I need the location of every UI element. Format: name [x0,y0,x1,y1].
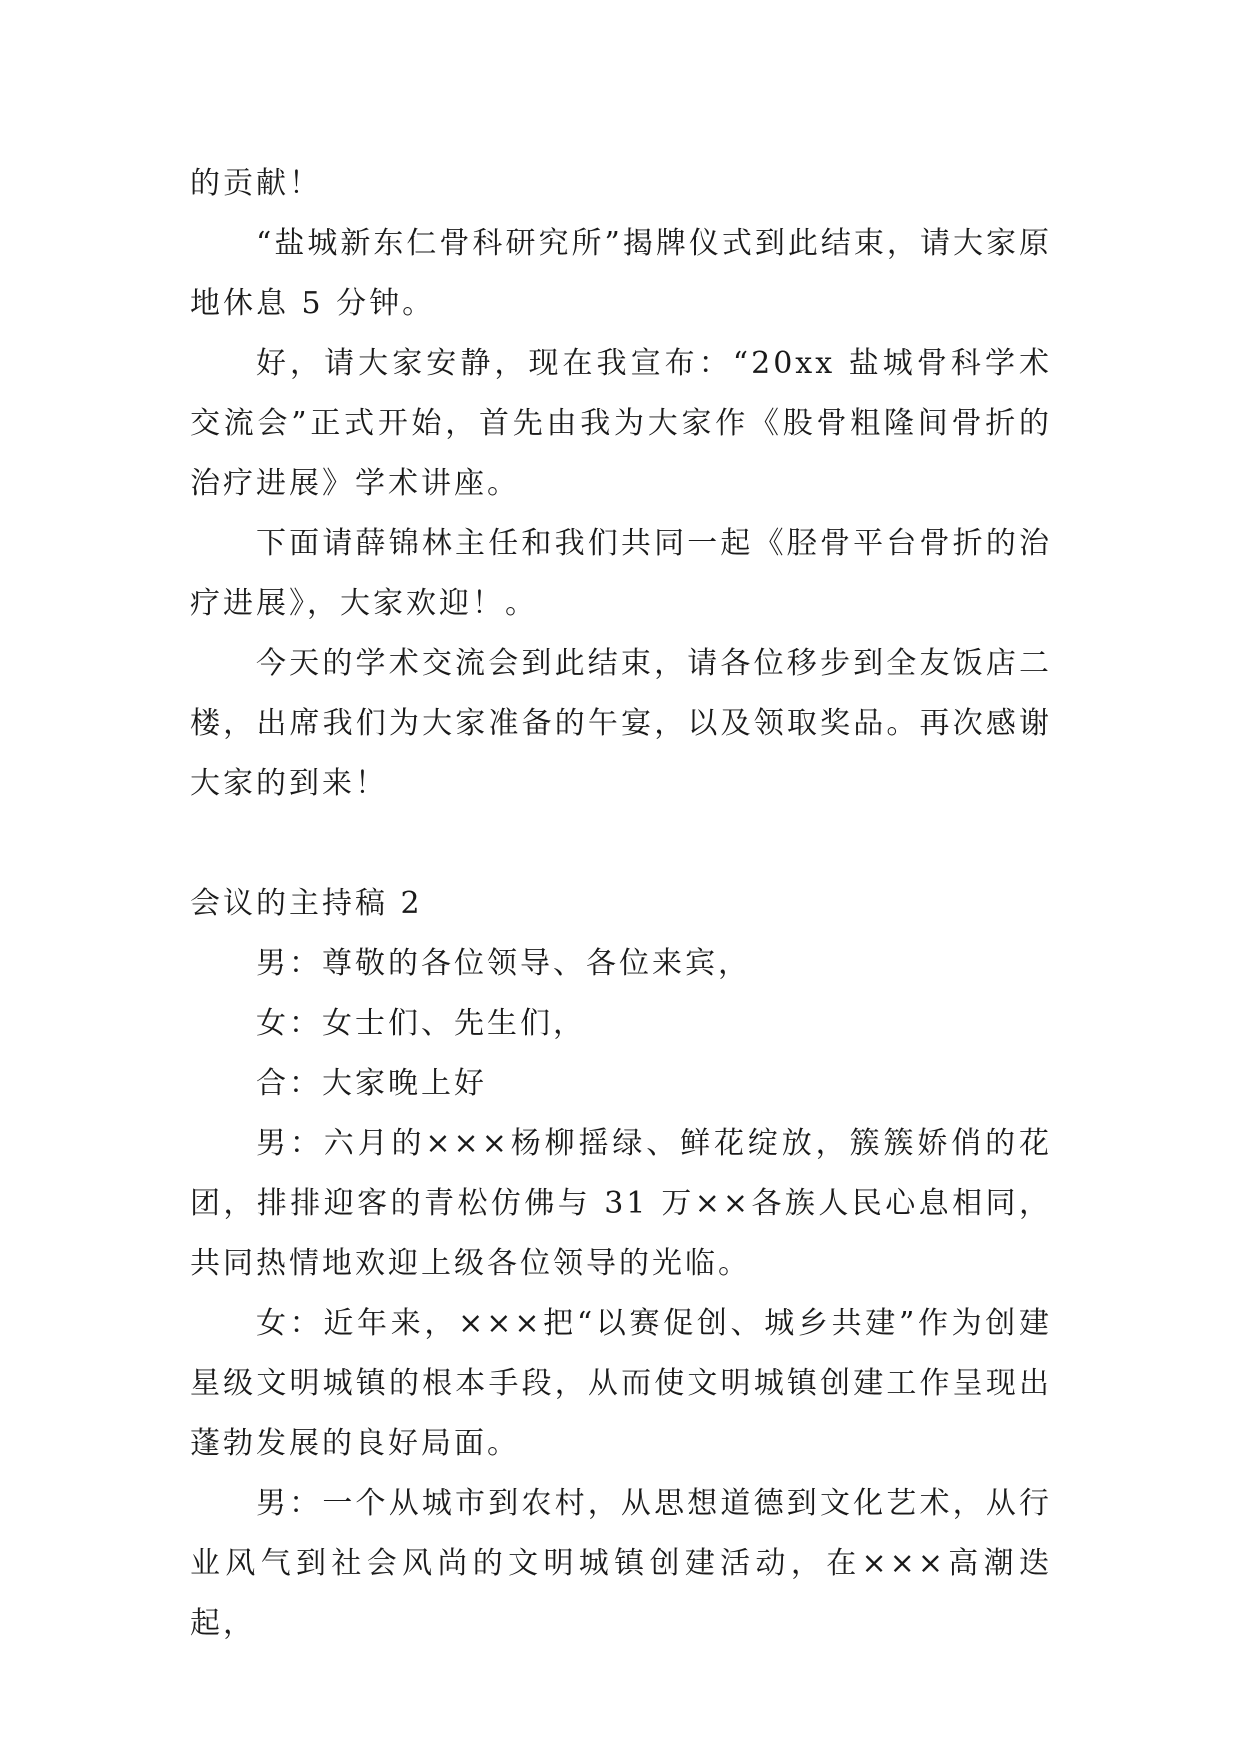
document-body [190,154,1052,1654]
paragraph: 今天的学术交流会到此结束，请各位移步到全友饭店二楼，出席我们为大家准备的午宴，以及领取奖品。再次感谢大家的到来！ [190,646,1052,801]
paragraph: 好，请大家安静，现在我宣布：“20xx 盐城骨科学术交流会”正式开始，首先由我为大家作《股骨粗隆间骨折的治疗进展》学术讲座。 [190,346,1052,501]
paragraph: 合：大家晚上好 [256,1066,487,1101]
paragraph: 女：近年来，×××把“以赛促创、城乡共建”作为创建星级文明城镇的根本手段，从而使文明城镇创建工作呈现出蓬勃发展的良好局面。 [190,1306,1052,1461]
section-title: 会议的主持稿 2 [190,886,423,921]
paragraph: 女：女士们、先生们， [256,1006,586,1041]
paragraph: “盐城新东仁骨科研究所”揭牌仪式到此结束，请大家原地休息 5 分钟。 [190,226,1052,321]
paragraph: 下面请薛锦林主任和我们共同一起《胫骨平台骨折的治疗进展》，大家欢迎！。 [190,526,1052,621]
paragraph: 的贡献！ [190,166,322,201]
paragraph: 男：六月的×××杨柳摇绿、鲜花绽放，簇簇娇俏的花团，排排迎客的青松仿佛与 31 万××各族人民心息相同，共同热情地欢迎上级各位领导的光临。 [190,1126,1052,1281]
paragraph: 男：尊敬的各位领导、各位来宾， [256,946,751,981]
paragraph: 男：一个从城市到农村，从思想道德到文化艺术，从行业风气到社会风尚的文明城镇创建活动，在×××高潮迭起， [190,1486,1052,1641]
